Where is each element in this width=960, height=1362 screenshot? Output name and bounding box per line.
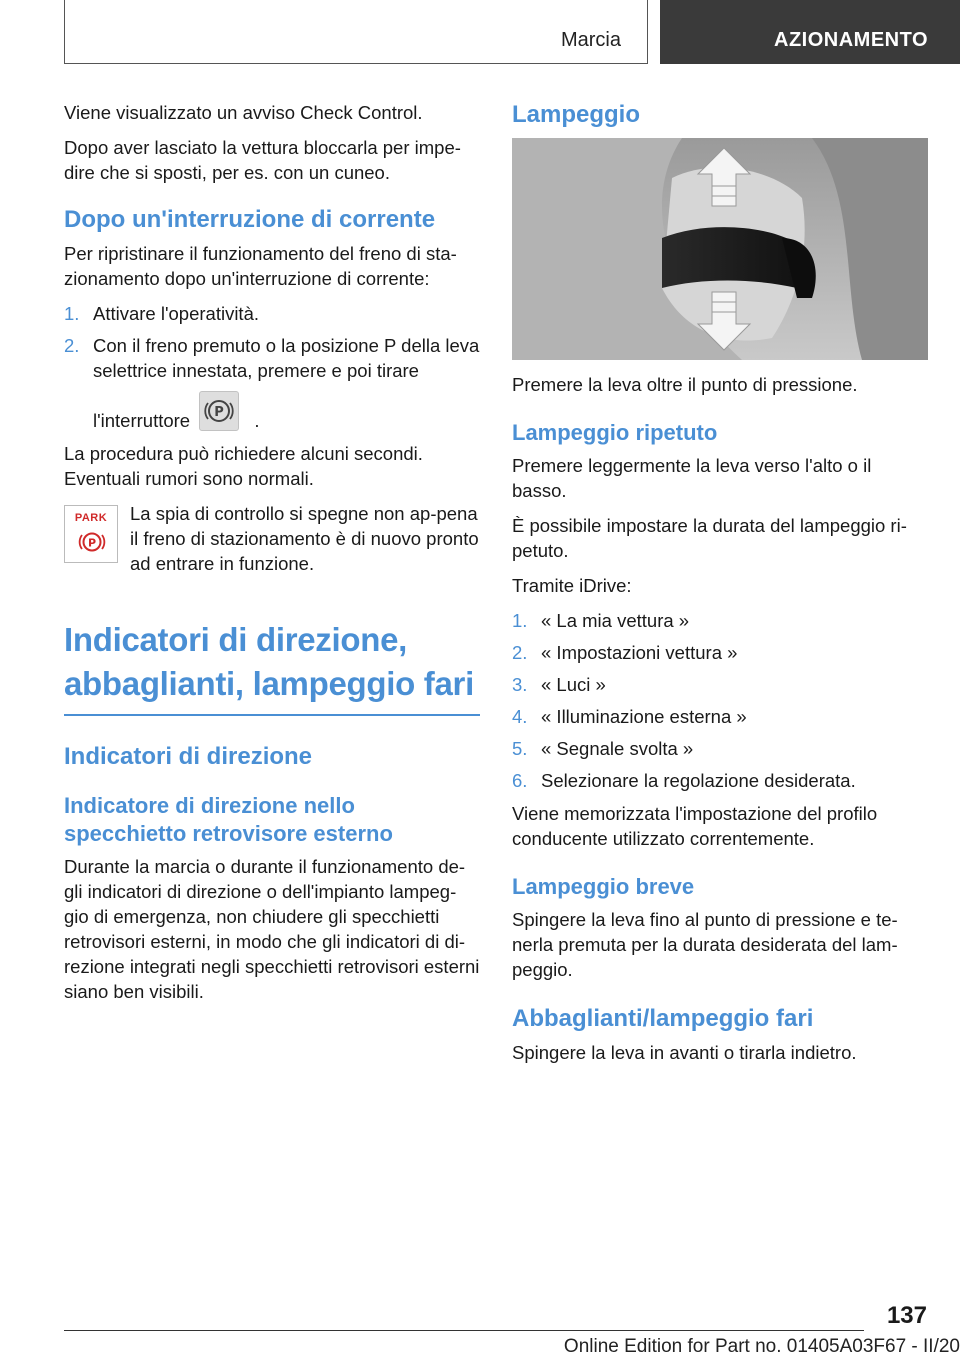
paragraph: Durante la marcia o durante il funzionamento de‐gli indicatori di direzione o dell'impianto lampeg‐gio di emergenza, non chiudere gli specchietti retrovisori esterni, in modo che gli indicatori di di‐rezione integrati negli specchietti retrovisori esterni siano ben visibili. (64, 856, 480, 1002)
section-heading-line2: abbaglianti, lampeggio fari (64, 665, 474, 702)
svg-text:P: P (214, 405, 225, 420)
paragraph: Premere la leva oltre il punto di pressione. (512, 374, 858, 395)
page-number: 137 (886, 1302, 927, 1329)
step-number: 2. (64, 335, 80, 356)
park-label: PARK (74, 512, 108, 524)
paragraph: Dopo aver lasciato la vettura bloccarla per impe‐dire che si sposti, per es. con un cuneo. (64, 137, 461, 183)
list-item (512, 640, 928, 665)
left-column (64, 100, 480, 1014)
paragraph: Spingere la leva fino al punto di pressione e te‐nerla premuta per la durata desiderata del lam‐peggio. (512, 909, 898, 980)
heading-turn-signals: Indicatori di direzione (64, 743, 313, 770)
paragraph: È possibile impostare la durata del lampeggio ri‐petuto. (512, 515, 907, 561)
svg-text:P: P (87, 536, 97, 550)
chapter-title: AZIONAMENTO (660, 0, 960, 64)
list-item (512, 768, 928, 793)
note-text: La spia di controllo si spegne non ap‐pena il freno di stazionamento è di nuovo pronto ad entrare in funzione. (130, 503, 479, 574)
step-number: 6. (512, 770, 528, 791)
step-text: . (254, 410, 260, 431)
list-item (512, 608, 928, 633)
turn-signal-lever-illustration (512, 138, 928, 360)
paragraph: La procedura può richiedere alcuni secondi. Eventuali rumori sono normali. (64, 443, 423, 489)
step-text: « Illuminazione esterna » (541, 706, 747, 727)
step-number: 1. (64, 303, 80, 324)
section-title: Marcia (560, 29, 621, 51)
step-text: « Impostazioni vettura » (541, 642, 738, 663)
heading-power-interruption: Dopo un'interruzione di corrente (64, 206, 436, 233)
paragraph: Viene visualizzato un avviso Check Control. (64, 102, 423, 123)
list-item (512, 704, 928, 729)
footer-rule (64, 1330, 864, 1331)
list-item (64, 333, 480, 433)
restore-steps (64, 301, 480, 433)
step-text: Con il freno premuto o la posizione P della leva selettrice innestata, premere e poi tirare (93, 335, 480, 381)
paragraph: Spingere la leva in avanti o tirarla indietro. (512, 1042, 857, 1063)
step-text: « Segnale svolta » (541, 738, 694, 759)
step-number: 3. (512, 674, 528, 695)
paragraph: Viene memorizzata l'impostazione del profilo conducente utilizzato correntemente. (512, 803, 878, 849)
section-heading-line1: Indicatori di direzione, (64, 621, 408, 658)
paragraph: Tramite iDrive: (512, 575, 632, 596)
paragraph: Per ripristinare il funzionamento del freno di sta‐zionamento dopo un'interruzione di corrente: (64, 243, 457, 289)
heading-brief-flash: Lampeggio breve (512, 874, 695, 899)
right-column (512, 100, 928, 1075)
heading-flash: Lampeggio (512, 101, 641, 128)
list-item (512, 672, 928, 697)
step-text: l'interruttore (93, 410, 191, 431)
step-text: « Luci » (541, 674, 606, 695)
park-warning-icon (64, 505, 118, 563)
step-text: Attivare l'operatività. (93, 303, 259, 324)
heading-high-beam: Abbaglianti/lampeggio fari (512, 1005, 814, 1032)
step-number: 1. (512, 610, 528, 631)
step-number: 5. (512, 738, 528, 759)
header-section-box (64, 0, 648, 64)
note-block (64, 501, 480, 576)
step-number: 4. (512, 706, 528, 727)
list-item (512, 736, 928, 761)
edition-text: Online Edition for Part no. 01405A03F67 - II/20 (563, 1336, 960, 1357)
step-text: « La mia vettura » (541, 610, 690, 631)
step-text: Selezionare la regolazione desiderata. (541, 770, 856, 791)
idrive-steps (512, 608, 928, 793)
heading-repeat-flash: Lampeggio ripetuto (512, 420, 718, 445)
parking-brake-switch-icon (199, 391, 239, 431)
list-item (64, 301, 480, 326)
step-number: 2. (512, 642, 528, 663)
section-rule (64, 714, 480, 716)
paragraph: Premere leggermente la leva verso l'alto o il basso. (512, 455, 872, 501)
heading-mirror-indicator: Indicatore di direzione nello specchietto retrovisore esterno (64, 793, 393, 846)
